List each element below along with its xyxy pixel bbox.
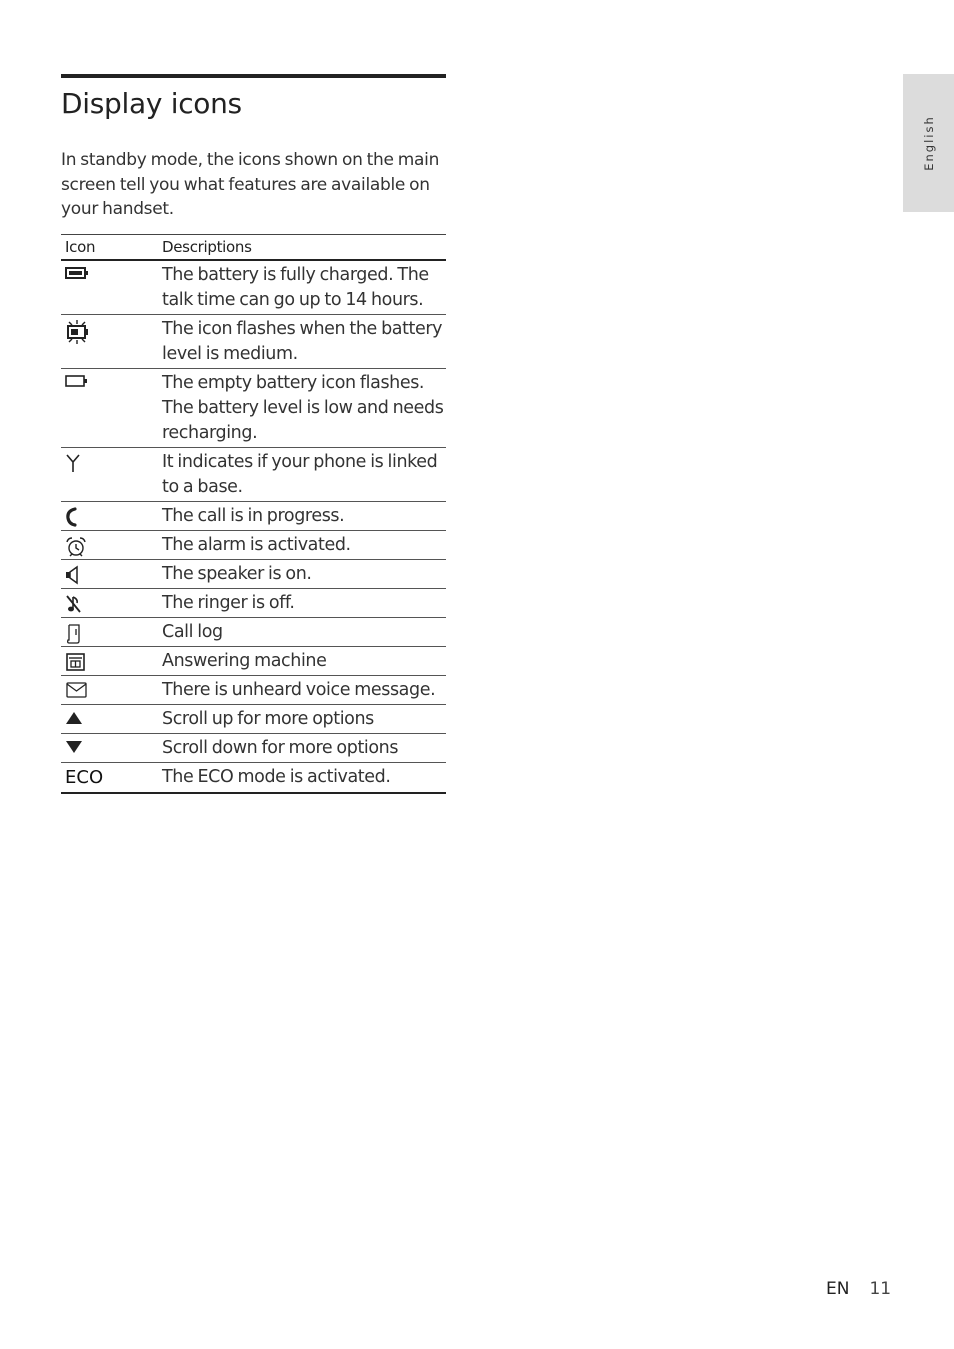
display-icons-section (61, 74, 446, 222)
table-row (61, 705, 446, 734)
description-cell: It indicates if your phone is linked to a base. (162, 448, 446, 502)
description-cell: The speaker is on. (162, 560, 446, 589)
alarm-clock-icon (65, 536, 87, 558)
description-cell: Scroll down for more options (162, 734, 446, 763)
envelope-icon (65, 681, 89, 699)
header-icon: Icon (61, 235, 162, 261)
icons-table (61, 234, 446, 794)
battery-medium-icon (65, 320, 91, 344)
description-cell: The icon flashes when the battery level is medium. (162, 315, 446, 369)
table-row (61, 676, 446, 705)
description-cell: The ringer is off. (162, 589, 446, 618)
page-title: Display icons (61, 87, 242, 120)
scroll-down-icon (65, 739, 83, 755)
description-cell: The alarm is activated. (162, 531, 446, 560)
eco-icon: ECO (65, 767, 104, 788)
table-row (61, 502, 446, 531)
speaker-icon (65, 565, 83, 585)
language-tab-label: English (921, 115, 936, 171)
handset-call-icon (65, 507, 79, 527)
header-descriptions: Descriptions (162, 235, 446, 261)
battery-full-icon (65, 266, 89, 280)
table-row (61, 531, 446, 560)
table-row (61, 369, 446, 448)
language-side-tab (903, 74, 954, 212)
call-log-icon (65, 623, 83, 645)
table-row (61, 734, 446, 763)
scroll-up-icon (65, 710, 83, 726)
page-number: 11 (869, 1279, 892, 1299)
description-cell: Scroll up for more options (162, 705, 446, 734)
battery-empty-icon (65, 374, 89, 388)
table-header-row (61, 235, 446, 261)
table-row (61, 763, 446, 794)
answering-machine-icon (65, 652, 87, 672)
description-cell: The ECO mode is activated. (162, 763, 446, 794)
section-top-rule (61, 74, 446, 78)
antenna-icon (65, 453, 81, 473)
description-cell: Answering machine (162, 647, 446, 676)
table-row (61, 560, 446, 589)
table-row (61, 647, 446, 676)
description-cell: The empty battery icon flashes. The battery level is low and needs recharging. (162, 369, 446, 448)
page-footer (826, 1279, 891, 1299)
footer-language: EN (826, 1279, 850, 1299)
table-row (61, 448, 446, 502)
table-row (61, 315, 446, 369)
table-row (61, 260, 446, 315)
description-cell: The call is in progress. (162, 502, 446, 531)
description-cell: The battery is fully charged. The talk time can go up to 14 hours. (162, 260, 446, 315)
description-cell: Call log (162, 618, 446, 647)
table-row (61, 589, 446, 618)
intro-paragraph: In standby mode, the icons shown on the main screen tell you what features are available on your handset. (61, 150, 440, 219)
ringer-off-icon (65, 594, 83, 614)
description-cell: There is unheard voice message. (162, 676, 446, 705)
table-row (61, 618, 446, 647)
